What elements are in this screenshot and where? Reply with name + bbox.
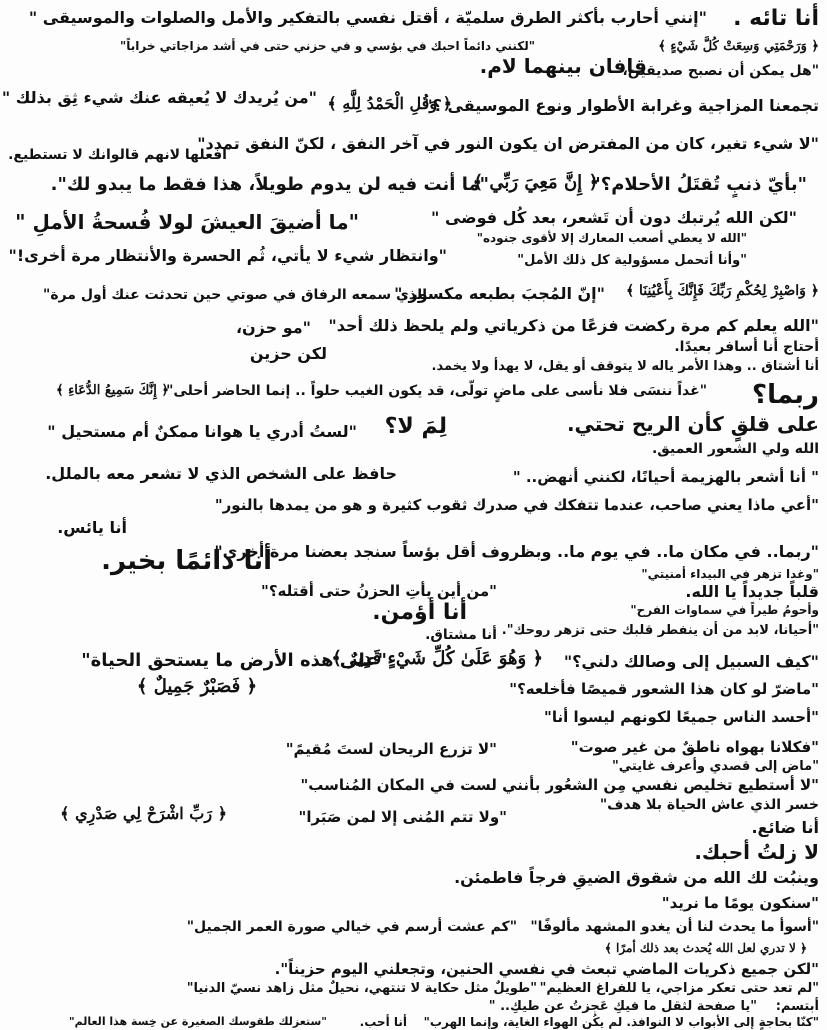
quote-ifalha: افعلها لانهم قالوانك لا تستطيع. xyxy=(8,147,227,163)
quote-ala-qalaq: على قلقٍ كأن الريح تحتي. xyxy=(566,412,819,436)
quote-lakin-allah-yurattibuk: "لكن الله يُرتبك دون أن تَشعر، بعد كُل فوضى " xyxy=(431,208,797,227)
quote-ana-taeh: أنا تائه . xyxy=(733,6,819,31)
quote-ma-darra: "ماضرّ لو كان هذا الشعور قميصًا فأخلعه؟" xyxy=(509,680,819,698)
quote-ma-anta-fihi: "ما أنت فيه لن يدوم طويلاً، هذا فقط ما يبدو لك". xyxy=(50,174,489,195)
quote-ahsud-alnas: "أحسد الناس جميعًا لكونهم ليسوا أنا" xyxy=(544,708,819,726)
quote-ala-hadhihi-alard: "على هذه الأرض ما يستحق الحياة" xyxy=(81,650,387,671)
quote-allah-wali: الله ولي الشعور العميق. xyxy=(651,441,819,457)
quote-biayy-dhanb: "بأيّ ذنبٍ تُقتَلُ الأحلام؟" xyxy=(591,174,807,195)
quote-ana-umin: أنا أؤمن. xyxy=(372,600,467,625)
quote-wa-ghadan-tazhar: "وغدا تزهر في البيداء أمنيتي" xyxy=(641,567,819,581)
quote-inna-almujib: "إنّ المُجبَ بطبعه مكسور." xyxy=(394,284,605,303)
quote-madin-ila-qasdi: "ماض إلى قصدي وأعرف غايتي" xyxy=(611,759,819,774)
quote-man-yuriduk: "من يُريدك لا يُعيقه عنك شيء ثِق بذلك " xyxy=(1,88,317,107)
quote-ana-daiman-bikhair: أنا دائمًا بخير. xyxy=(101,546,272,576)
quote-lastu-adri: "لستُ أدري يا هوانا ممكنٌ أم مستحيل " xyxy=(47,422,357,441)
quote-wa-la-tatim: "ولا تتم المُنى إلا لمن صَبَرا" xyxy=(298,808,507,826)
quote-lakin-hazin: لكن حزين xyxy=(249,344,327,363)
quote-abtasim: أبتسم: xyxy=(775,999,819,1014)
quote-ai-madha: "أعي ماذا يعني صاحب، عندما تتفكك في صدرك ثقوب كثيرة و هو من يمدها بالنور" xyxy=(214,496,819,514)
verse-rabbi-ishrah: ﴿ رَبِّ اشْرَحْ لِي صَدْرِي ﴾ xyxy=(60,804,227,823)
quote-alladhi-samiahu: الذي سمعه الرفاق في صوتي حين تحدثت عنك أول مرة" xyxy=(43,287,427,303)
verse-wasbir-lihukm: ﴿ وَاصْبِرْ لِحُكْمِ رَبِّكَ فَإِنَّكَ بِأَعْيُنِنَا ﴾ xyxy=(625,283,819,299)
quote-allah-la-yuti: "الله لا يعطي أصعب المعارك إلا لأقوى جنوده" xyxy=(476,231,747,245)
quote-lakinani-daiman: "لكنني دائماً احبك في بؤسي و في حزني حتى في أشد مزاجاتي خراباً" xyxy=(120,39,535,53)
verse-rahmati: ﴿ وَرَحْمَتِي وَسِعَتْ كُلَّ شَيْءٍ ﴾ xyxy=(658,39,819,54)
verse-inna-maiya-rabbi: ﴿ إِنَّ مَعِيَ رَبِّي ﴾ xyxy=(472,172,599,193)
quote-ana-ashur-bilhazima: " أنا أشعر بالهزيمة أحيانًا، لكنني أنهض.. " xyxy=(512,468,819,486)
quote-la-tazra: "لا تزرع الريحان لستَ مُقيمً" xyxy=(285,740,497,758)
quote-lima-la: لِمَ لا؟ xyxy=(384,414,447,439)
quote-la-astati: "لا أستطيع تخليص نفسي مِن الشعُور بأنني لست في المكان المُناسب" xyxy=(300,776,819,794)
quote-wa-intizar: "وانتظار شيء لا يأتي، ثُم الحسرة والأنتظار مرة أخرى!" xyxy=(8,246,447,265)
quote-rubbama: ربما؟ xyxy=(751,380,819,410)
quote-qafan: قافان بينهما لام. xyxy=(479,54,647,78)
quote-min-ayna-yati: "من أين يأتِ الحزنُ حتى أقتله؟" xyxy=(261,582,497,600)
quote-tawil-mithl: "طويلٌ مثل حكاية لا تنتهي، نحيلٌ مثل زاهد نسيّ الدنيا" xyxy=(186,981,537,996)
quote-sataziluk: "ستعزلك طقوسك الصغيرة عن خِسة هذا العالم" xyxy=(68,1015,327,1028)
verse-innaka-sami: ﴿ إِنَّكَ سَمِيعُ الدُّعَاءِ ﴾ xyxy=(55,383,169,398)
quote-allah-yalam: "الله يعلم كم مرة ركضت فزعًا من ذكرياتي ولم يلحظ ذلك أحد" xyxy=(328,316,819,335)
quote-khasira: خسر الذي عاش الحياة بلا هدف" xyxy=(599,797,819,813)
quote-hal-yumkin: "هل يمكن أن نصبح صديقين، xyxy=(622,63,819,79)
quote-ma-adyaq: "ما أضيقَ العيشَ لولا فُسحةُ الأملِ " xyxy=(15,210,359,234)
verse-wa-qul-alhamdu: ﴿ وَقُلِ الْحَمْدُ لِلَّهِ ﴾ xyxy=(327,94,452,113)
quote-uharib: "إنني أحارب بأكثر الطرق سلميّة ، أقتل نفسي بالتفكير والأمل والصلوات والموسيقى " xyxy=(28,8,707,27)
quote-wa-yunbitu: وينبُت لك الله من شقوق الضيقِ فرجاً فاطمئن. xyxy=(454,868,819,887)
quote-kunna-bihaja: "كنّا بحاجةٍ إلى الأبواب لا النوافذ. لم يكُن الهواء الغاية، وإنما الهرب" xyxy=(423,1015,819,1029)
quote-tajmauna: تجمعنا المزاجية وغرابة الأطوار ونوع الموسيقى ؟" xyxy=(424,96,819,115)
quote-ana-ashtaq-wahadha: أنا أشتاق .. وهذا الأمر ياله لا يتوقف أو يقل، لا يهدأ ولا يخمد. xyxy=(431,359,819,374)
quote-ana-uhib: أنا أحب. xyxy=(359,1015,407,1029)
quote-lam-taud: "لم تعد حتى تعكر مزاجي، يا للفراغ العظيم" xyxy=(539,981,819,996)
quote-sanakun: "سنكون يومًا ما نريد" xyxy=(661,894,819,912)
quote-wa-ana-atahammal: "وأنا أتحمل مسؤولية كل ذلك الأمل" xyxy=(517,253,747,268)
quote-kam-ishtu: "كم عشت أرسم في خيالي صورة العمر الجميل" xyxy=(186,919,517,935)
quote-rubbama-fi-makan: "ربما.. في مكان ما.. في يوم ما.. وبظروف أقل بؤساً سنجد بعضنا مرة أخرى" xyxy=(214,542,819,561)
quote-ya-safha: "يا صفحة لثقل ما فيكِ عَجزتُ عن طيكِ.. " xyxy=(488,999,757,1014)
quote-ana-daie: أنا ضائع. xyxy=(751,818,819,837)
quote-lakin-jami: "لكن جميع ذكريات الماضي تبعث في نفسي الحنين، وتجعلني اليوم حزيناً". xyxy=(274,960,819,978)
verse-la-tadri: ﴿ لا تدري لعل الله يُحدث بعد ذلك أمرًا ﴾ xyxy=(604,941,807,955)
quote-ghadan-nansa: "غداً ننسَى فلا نأسى على ماضٍ تولّى، قد يكون الغيب حلواً .. إنما الحاضر أحلى" xyxy=(166,383,707,399)
quote-qalban-jadidan: قلباً جديداً يا الله. xyxy=(685,582,819,601)
quote-wa-ahumu-tairan: وأحومُ طيراً في سماوات الفرح" xyxy=(630,603,819,617)
quote-la-shay-taghayyar: "لا شيء تغير، كان من المفترض ان يكون النور في آخر النفق ، لكنّ النفق تمدد" xyxy=(197,134,819,153)
quote-hafiz-ala-alshakhs: حافظ على الشخص الذي لا تشعر معه بالملل. xyxy=(45,464,397,483)
quote-ahyanan: "أحيانا، لابد من أن ينفطر قلبك حتى تزهر روحك". xyxy=(501,623,819,638)
quote-ahtaj: أحتاج أنا أسافر بعيدًا. xyxy=(674,339,819,355)
quote-ana-yais: أنا يائس. xyxy=(57,518,127,537)
quote-aswa-ma: "أسوأ ما يحدث لنا أن يغدو المشهد مألوفًا" xyxy=(530,919,819,935)
verse-fasabrun-jamil: ﴿ فَصَبْرٌ جَمِيلٌ ﴾ xyxy=(136,676,257,697)
quote-la-ziltu: لا زلتُ أحبك. xyxy=(694,840,819,864)
quote-ana-mushtaq: أنا مشتاق. xyxy=(425,627,497,643)
verse-wa-huwa-ala: ﴿ وَهُوَ عَلَىٰ كُلِّ شَيْءٍ قَدِيرٌ ﴾ xyxy=(331,648,543,669)
quote-kayfa-alsabil: "كيف السبيل إلى وصالك دلني؟" xyxy=(563,652,819,671)
quote-mu-huzn: "مو حزن، xyxy=(235,318,311,337)
quote-fakilana: "فكلانا بهواه ناطقٌ من غير صوت" xyxy=(570,738,819,756)
